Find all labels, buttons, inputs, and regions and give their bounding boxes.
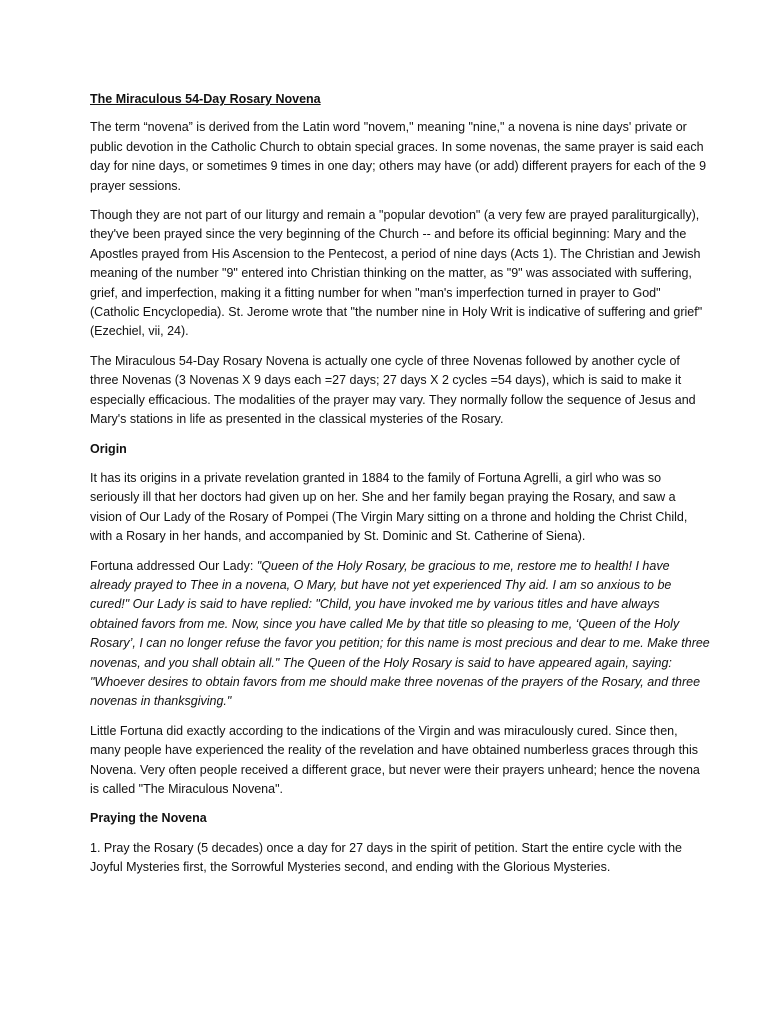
heading-origin: Origin — [90, 441, 127, 456]
document-page — [90, 90, 710, 888]
fortuna-quote-text: "Queen of the Holy Rosary, be gracious to me, restore me to health! I have already prayed to Thee in a novena, O Mary, but have not yet experienced Thy aid. I am so anxious to be cured!" Our Lady is said to have replied: "Child, you have invoked me by various titles and have always obtained favors from me. Now, since you have called Me by that title so pleasing to me, ‘Queen of the Holy Rosary’, I can no longer refuse the favor you petition; for this name is most precious and dear to me. Make three novenas, and you shall obtain all." The Queen of the Holy Rosary is said to have appeared again, saying: "Whoever desires to obtain favors from me should make three novenas of the prayers of the Rosary, and three novenas in thanksgiving." — [90, 558, 710, 709]
paragraph-origin: It has its origins in a private revelation granted in 1884 to the family of Fortuna Agrelli, a girl who was so seriously ill that her doctors had given up on her. She and her family began praying the Rosary, and saw a vision of Our Lady of the Rosary of Pompei (The Virgin Mary sitting on a throne and holding the Christ Child, with a Rosary in her hands, and accompanied by St. Dominic and St. Catherine of Siena). — [90, 470, 688, 544]
paragraph-54-day-cycle: The Miraculous 54-Day Rosary Novena is actually one cycle of three Novenas followed by another cycle of three Novenas (3 Novenas X 9 days each =27 days; 27 days X 2 cycles =54 days), which is said to make it especially efficacious. The modalities of the prayer may vary. They normally follow the sequence of Jesus and Mary's stations in life as presented in the classical mysteries of the Rosary. — [90, 353, 696, 427]
heading-praying-the-novena: Praying the Novena — [90, 811, 207, 826]
paragraph-step-1: 1. Pray the Rosary (5 decades) once a day for 27 days in the spirit of petition. Start the entire cycle with the Joyful Mysteries first, the Sorrowful Mysteries second, and ending with the Glorious Mysteries. — [90, 840, 682, 875]
paragraph-fortuna-quote — [90, 557, 710, 712]
document-title: The Miraculous 54-Day Rosary Novena — [90, 92, 321, 106]
fortuna-intro-text: Fortuna addressed Our Lady: — [90, 558, 257, 573]
paragraph-novena-definition: The term “novena” is derived from the Latin word "novem," meaning "nine," a novena is nine days' private or public devotion in the Catholic Church to obtain special graces. In some novenas, the same prayer is said each day for nine days, or sometimes 9 times in one day; others may have (or add) different prayers for each of the 9 prayer sessions. — [90, 120, 707, 193]
paragraph-fortuna-cured: Little Fortuna did exactly according to the indications of the Virgin and was miraculously cured. Since then, many people have experienced the reality of the revelation and have obtained numberless graces through this Novena. Very often people received a different grace, but never were their prayers unheard; hence the novena is called "The Miraculous Novena". — [90, 723, 700, 796]
paragraph-novena-history: Though they are not part of our liturgy and remain a "popular devotion" (a very few are prayed paraliturgically), they've been prayed since the very beginning of the Church -- and before its official beginning: Mary and the Apostles prayed from His Ascension to the Pentecost, a period of nine days (Acts 1). The Christian and Jewish meaning of the number "9" entered into Christian thinking on the matter, as "9" was associated with suffering, grief, and imperfection, making it a fitting number for when "man's imperfection turned in prayer to God" (Catholic Encyclopedia). St. Jerome wrote that "the number nine in Holy Writ is indicative of suffering and grief" (Ezechiel, vii, 24). — [90, 208, 703, 339]
